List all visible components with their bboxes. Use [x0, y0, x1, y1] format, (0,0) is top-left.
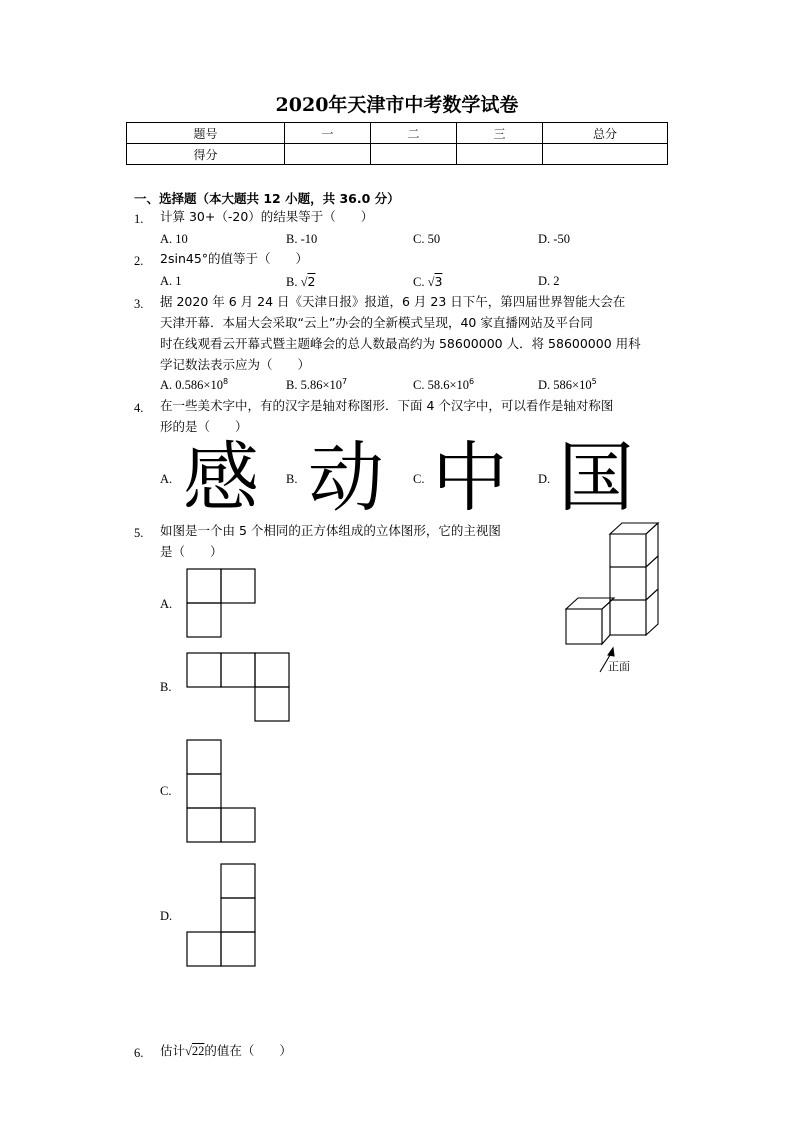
option-exponent: 5: [591, 377, 597, 386]
score-table: [126, 122, 668, 165]
question-number: 2.: [134, 254, 144, 268]
option-exponent: 6: [469, 377, 475, 386]
front-view-option-a: [186, 568, 258, 640]
front-label: 正面: [608, 660, 630, 673]
option-d: D.: [160, 909, 173, 923]
option-b: B.: [286, 472, 298, 486]
question-line: 时在线观看云开幕式暨主题峰会的总人数最高约为 58600000 人．将 58600000 用科: [160, 336, 641, 351]
option-c: C.: [160, 784, 172, 798]
option-c: [413, 274, 442, 290]
front-view-option-d: [186, 863, 258, 969]
option-a: [160, 377, 228, 393]
section-heading: 一、选择题（本大题共 12 小题，共 36.0 分）: [134, 191, 400, 206]
question-line: 形的是（ ）: [160, 419, 248, 434]
question-text: 计算 30+（-20）的结果等于（ ）: [160, 209, 374, 224]
score-cell: 题号: [127, 123, 285, 144]
question-number: 1.: [134, 212, 144, 226]
score-table-row: [127, 144, 668, 165]
exam-title: 2020年天津市中考数学试卷: [275, 94, 519, 116]
radicand: 2: [307, 274, 316, 289]
cube-figure: [560, 518, 670, 678]
question-line: 据 2020 年 6 月 24 日《天津日报》报道，6 月 23 日下午，第四届世界智能大会在: [160, 294, 626, 309]
question-number: 5.: [134, 526, 144, 540]
char-option-d: 国: [558, 433, 634, 522]
question-line: 如图是一个由 5 个相同的正方体组成的立体图形，它的主视图: [160, 523, 501, 538]
score-cell: 总分: [543, 123, 668, 144]
option-base: B. 5.86×10: [286, 378, 343, 393]
question-line: 是（ ）: [160, 544, 223, 559]
question-number: 3.: [134, 297, 144, 311]
option-b: B. -10: [286, 232, 318, 246]
option-c: C. 50: [413, 232, 441, 246]
radicand: 22: [191, 1044, 205, 1058]
sqrt-symbol: √: [185, 1044, 192, 1058]
question-number: 4.: [134, 401, 144, 415]
score-cell: 一: [285, 123, 371, 144]
score-cell: 三: [457, 123, 543, 144]
option-b: [286, 274, 315, 290]
score-cell: [371, 144, 457, 165]
option-label: B.: [286, 275, 298, 289]
option-d: D.: [538, 472, 551, 486]
option-base: D. 586×10: [538, 378, 592, 393]
question-line: 学记数法表示应为（ ）: [160, 357, 311, 372]
option-d: [538, 377, 597, 393]
char-option-a: 感: [183, 433, 259, 522]
question-text-post: 的值在（ ）: [204, 1043, 292, 1058]
option-base: A. 0.586×10: [160, 378, 223, 393]
option-exponent: 8: [222, 377, 229, 386]
option-d: D. -50: [538, 232, 570, 246]
option-label: C.: [413, 275, 425, 289]
option-d: D. 2: [538, 274, 560, 288]
option-b: [286, 377, 347, 393]
option-exponent: 7: [342, 377, 348, 386]
question-number: 6.: [134, 1046, 144, 1060]
option-c: [413, 377, 474, 393]
front-view-option-c: [186, 739, 258, 845]
question-text: 2sin45°的值等于（ ）: [160, 251, 309, 266]
sqrt-symbol: √: [300, 275, 308, 289]
question-text-pre: 估计: [160, 1043, 186, 1058]
question-text: [160, 1040, 292, 1062]
option-base: C. 58.6×10: [413, 378, 470, 393]
char-option-c: 中: [432, 433, 508, 522]
option-b: B.: [160, 680, 172, 694]
question-line: 天津开幕．本届大会采取“云上”办会的全新模式呈现，40 家直播网站及平台同: [160, 315, 593, 330]
sqrt-symbol: √: [427, 275, 435, 289]
option-a: A. 10: [160, 232, 188, 246]
option-a: A.: [160, 472, 173, 486]
score-cell: 得分: [127, 144, 285, 165]
score-cell: [543, 144, 668, 165]
radicand: 3: [434, 274, 443, 289]
front-view-option-b: [186, 652, 292, 724]
score-cell: [285, 144, 371, 165]
score-cell: [457, 144, 543, 165]
option-c: C.: [413, 472, 425, 486]
score-cell: 二: [371, 123, 457, 144]
question-line: 在一些美术字中，有的汉字是轴对称图形．下面 4 个汉字中，可以看作是轴对称图: [160, 398, 614, 413]
option-a: A. 1: [160, 274, 182, 288]
option-a: A.: [160, 597, 173, 611]
score-table-header-row: [127, 123, 668, 144]
char-option-b: 动: [308, 433, 384, 522]
